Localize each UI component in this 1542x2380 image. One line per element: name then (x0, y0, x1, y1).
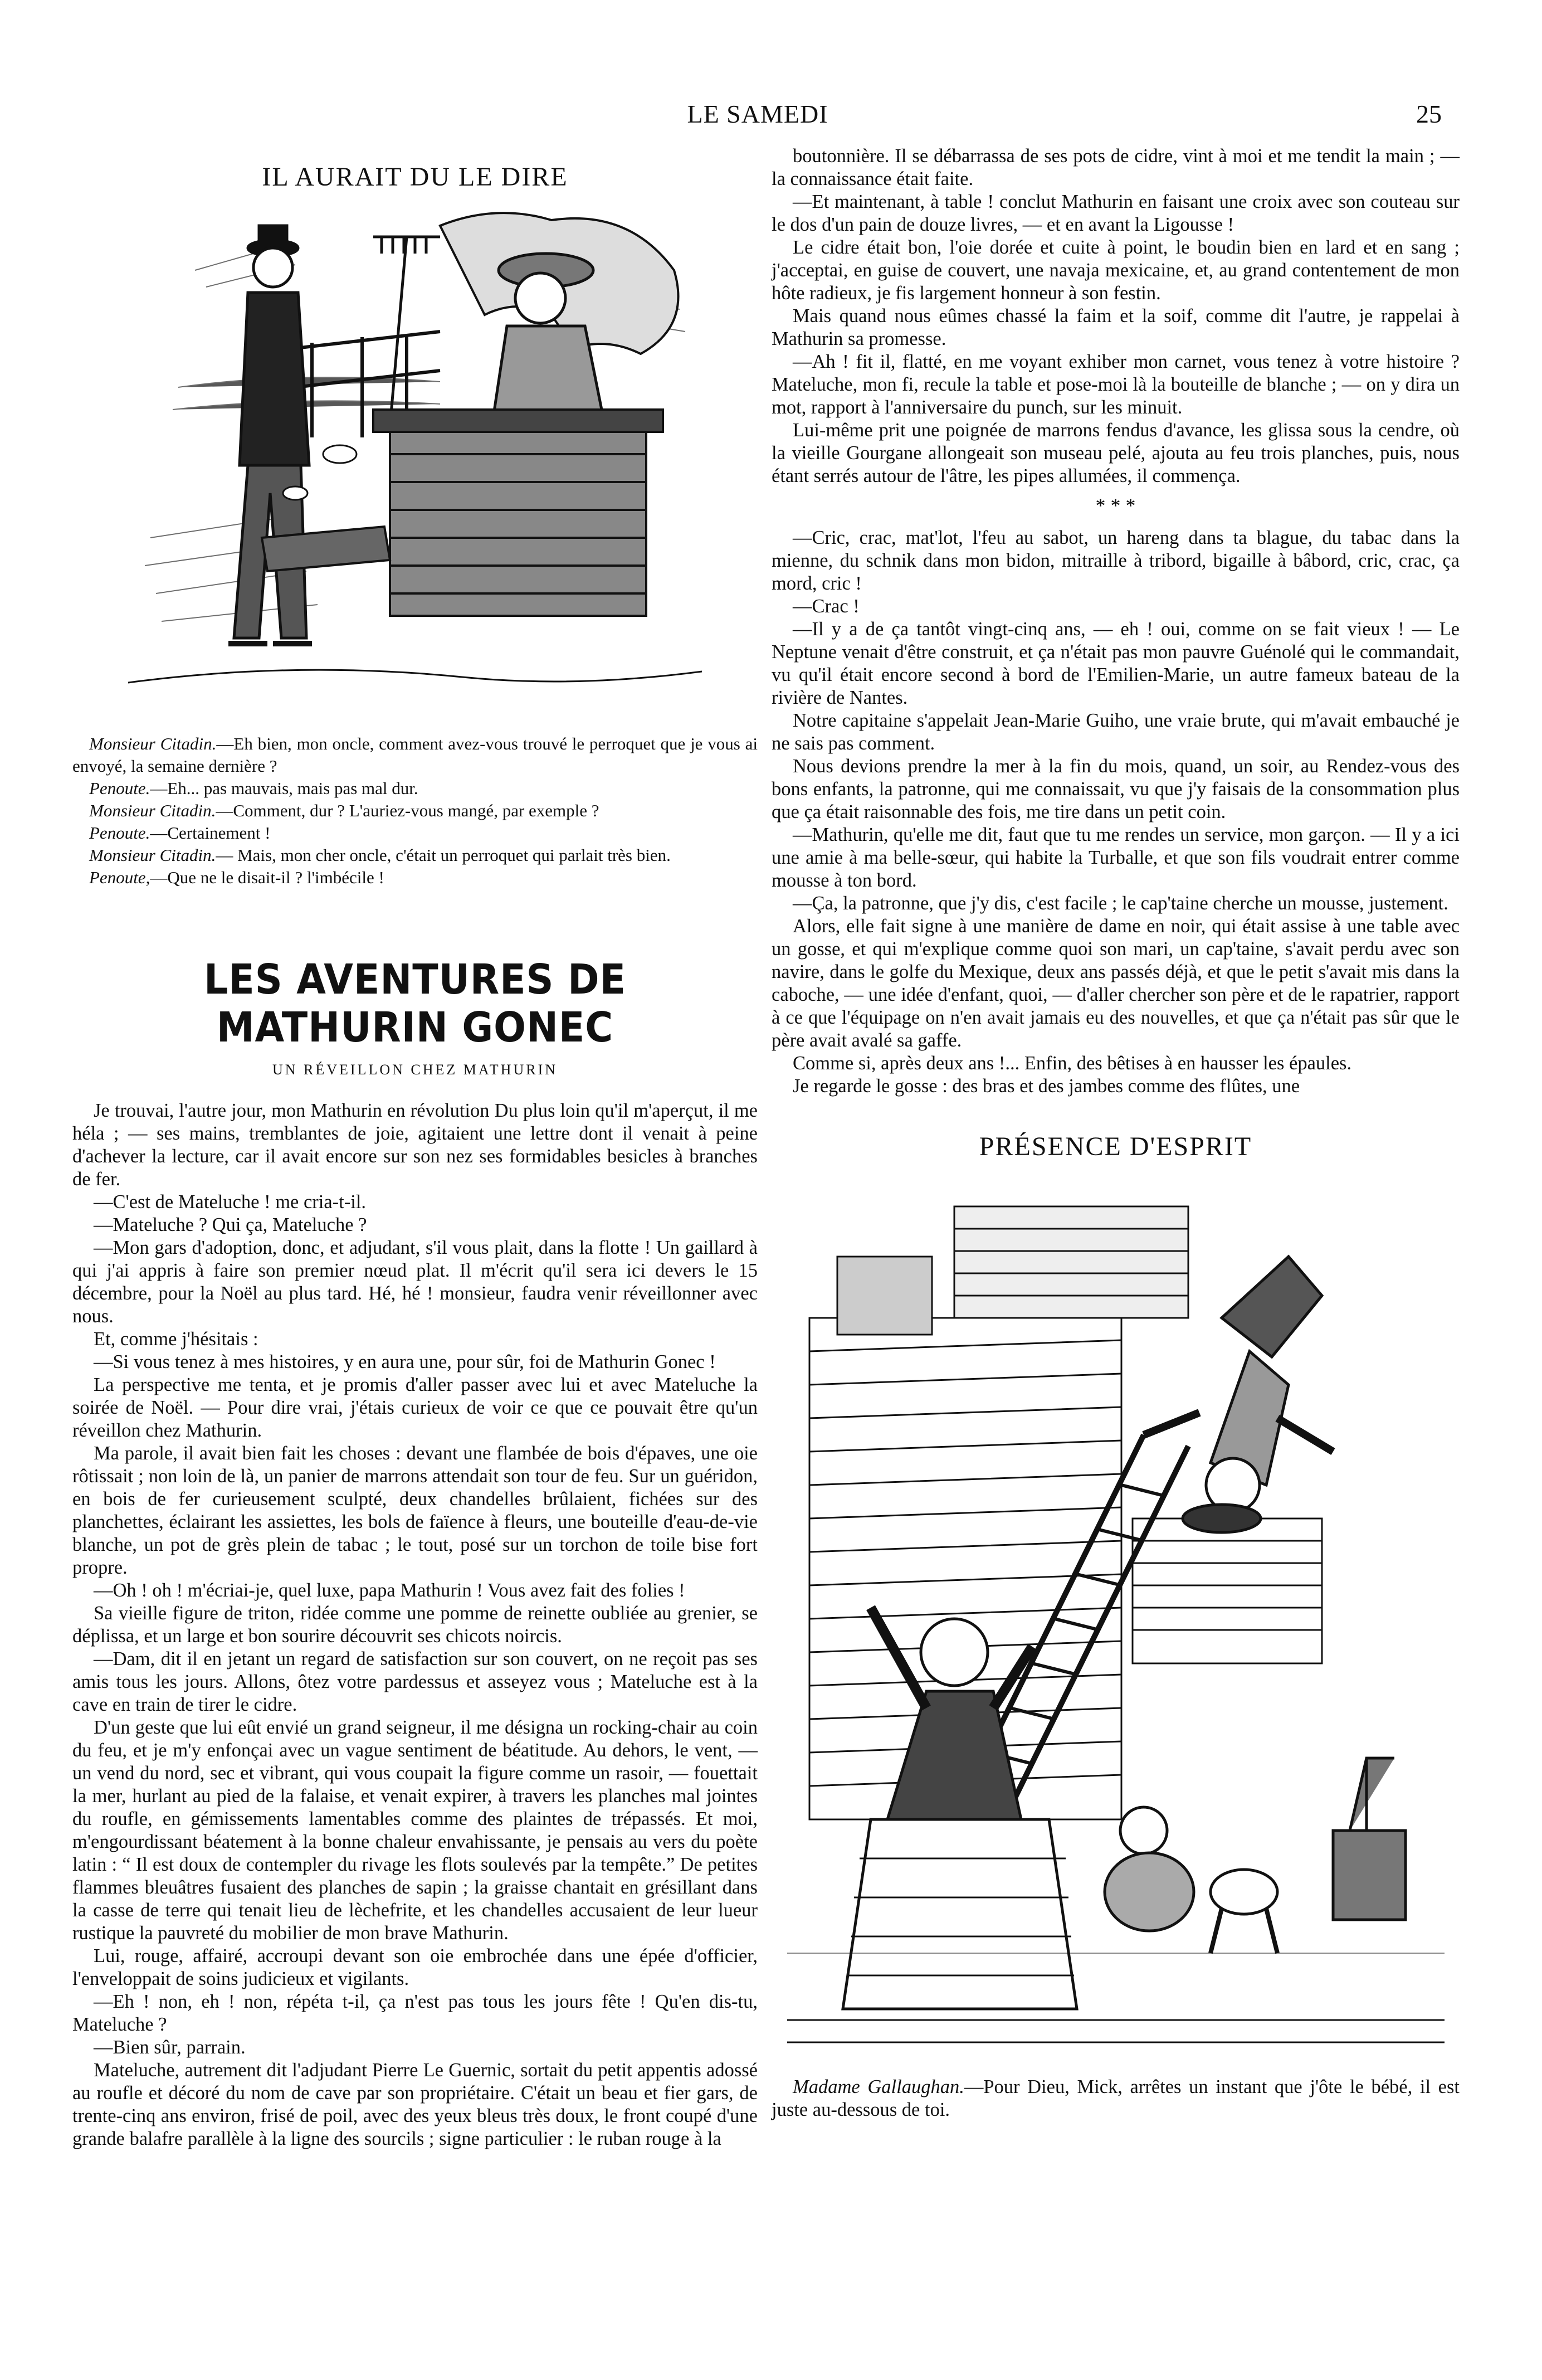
caption-text: —Eh... pas mauvais, mais pas mal dur. (150, 778, 418, 798)
paragraph: Mateluche, autrement dit l'adjudant Pierre Le Guernic, sortait du petit appentis adossé au roufle et décoré du nom de cave par son propriétaire. C'était un beau et fier gars, de trente-cinq ans environ, frisé de poil, avec des yeux bleus très doux, le front coupé d'une grande balafre parallèle à la ligne des sourcils ; signe particulier : le ruban rouge à la (72, 2060, 758, 2149)
caption-line (72, 844, 758, 867)
paragraph: Je regarde le gosse : des bras et des jambes comme des flûtes, une (793, 1075, 1300, 1097)
paragraph: Je trouvai, l'autre jour, mon Mathurin en révolution Du plus loin qu'il m'aperçut, il me héla ; — ses mains, tremblantes de joie, agitaient une lettre dont il venait à peine d'achever la lecture, car il avait encore sur son nez ses formidables besicles à branches de fer. (72, 1100, 758, 1190)
caption-speaker: Monsieur Citadin. (89, 845, 216, 865)
paragraph: —Cric, crac, mat'lot, l'feu au sabot, un hareng dans ta blague, du tabac dans la mienne, du schnik dans mon bidon, mitraille à tribord, bigaille à bâbord, cric, crac, ça mord, cric ! (772, 527, 1460, 594)
left-column (72, 145, 758, 2150)
caption-line (72, 800, 758, 822)
paragraph: Alors, elle fait signe à une manière de dame en noir, qui était assise à une table avec un gosse, et qui m'explique comme quoi son mari, un cap'taine, s'avait perdu avec son navire, dans le golfe du Mexique, deux ans passés déjà, et que le petit s'avait mis dans la caboche, — une idée d'enfant, quoi, — d'aller chercher son père et de le rapatrier, rapport à ce que l'équipage on n'en avait jamais eu des nouvelles, et que ça n'était pas sûr que le père avait avalé sa gaffe. (772, 916, 1460, 1051)
paragraph: Notre capitaine s'appelait Jean-Marie Guiho, une vraie brute, qui m'avait embauché je ne sais pas comment. (772, 710, 1460, 754)
caption-text: —Pour Dieu, Mick, arrêtes un instant que j'ôte le bébé, il est juste au-dessous de toi. (772, 2076, 1460, 2120)
caption-speaker: Penoute. (89, 823, 150, 843)
cartoon2-title: PRÉSENCE D'ESPRIT (979, 1132, 1252, 1161)
caption-speaker: Madame Gallaughan. (793, 2076, 964, 2097)
paragraph: —C'est de Mateluche ! me cria-t-il. (94, 1191, 367, 1213)
story-subtitle: UN RÉVEILLON CHEZ MATHURIN (272, 1062, 558, 1078)
caption-line (72, 733, 758, 777)
paragraph: —Eh ! non, eh ! non, répéta t-il, ça n'est pas tous les jours fête ! Qu'en dis-tu, Mateluche ? (72, 1991, 758, 2035)
paragraph: —Si vous tenez à mes histoires, y en aura une, pour sûr, foi de Mathurin Gonec ! (94, 1351, 716, 1372)
paragraph: Sa vieille figure de triton, ridée comme une pomme de reinette oubliée au grenier, se déplissa, et un large et bon sourire découvrit ses chicots noircis. (72, 1603, 758, 1647)
paragraph: D'un geste que lui eût envié un grand seigneur, il me désigna un rocking-chair au coin du feu, et je m'y enfonçai avec un vague sentiment de béatitude. Au dehors, le vent, — un vend du nord, sec et vibrant, qui vous coupait la figure comme un rasoir, — fouettait la mer, hurlant au pied de la falaise, et venait expirer, à travers les planches mal jointes du roufle, en gémissements lamentables comme des plaintes de trépassés. Et moi, m'engourdissant béatement à la bonne chaleur envahissante, je pensais au vers du poète latin : “ Il est doux de contempler du rivage les flots soulevés par la tempête.” De petites flammes bleuâtres fusaient des planches de sapin ; la graisse chantait en grésillant dans la casse de terre qui tenait lieu de lèchefrite, et les chandelles accusaient de leur lueur rustique la pauvreté du mobilier de mon brave Mathurin. (72, 1717, 758, 1944)
paragraph: —Oh ! oh ! m'écriai-je, quel luxe, papa Mathurin ! Vous avez fait des folies ! (94, 1580, 685, 1601)
caption-text: —Certainement ! (150, 823, 271, 843)
paragraph: boutonnière. Il se débarrassa de ses pots de cidre, vint à moi et me tendit la main ; — la connaissance était faite. (772, 145, 1460, 189)
caption-line (72, 867, 758, 889)
story-title: LES AVENTURES DE MATHURIN GONEC (204, 956, 626, 1052)
paragraph: —Et maintenant, à table ! conclut Mathurin en faisant une croix avec son couteau sur le dos d'un pain de douze livres, — et en avant la Ligousse ! (772, 191, 1460, 235)
paragraph: Lui, rouge, affairé, accroupi devant son oie embrochée dans une épée d'officier, l'enveloppait de soins judicieux et vigilants. (72, 1945, 758, 1989)
paragraph: —Mateluche ? Qui ça, Mateluche ? (94, 1214, 367, 1235)
paragraph: Comme si, après deux ans !... Enfin, des bêtises à en hausser les épaules. (793, 1053, 1352, 1074)
paragraph: —Crac ! (793, 596, 860, 617)
cartoon2-illustration (787, 1173, 1445, 2076)
paragraph: —Mathurin, qu'elle me dit, faut que tu me rendes un service, mon garçon. — Il y a ici une amie à ma belle-sœur, qui habite la Turballe, et que son fils voudrait entrer comme mousse à ton bord. (772, 824, 1460, 891)
newspaper-title: LE SAMEDI (687, 100, 828, 128)
paragraph: Ma parole, il avait bien fait les choses : devant une flambée de bois d'épaves, une oie rôtissait ; non loin de là, un panier de marrons attendait son tour de feu. Sur un guéridon, en bois de fer curieusement sculpté, deux chandelles brûlaient, fichées sur des planchettes, éclairant les assiettes, les bols de faïence à fleurs, une bouteille d'eau-de-vie blanche, un pot de grès plein de tabac ; le tout, posé sur un torchon de toile bise fort propre. (72, 1443, 758, 1578)
caption-text: —Comment, dur ? L'auriez-vous mangé, par exemple ? (216, 801, 599, 820)
cartoon-title: IL AURAIT DU LE DIRE (262, 162, 568, 192)
paragraph: Le cidre était bon, l'oie dorée et cuite à point, le boudin bien en lard et en sang ; j'acceptai, en guise de couvert, une navaja mexicaine, et, au grand contentement de mon hôte radieux, je fis largement honneur à son festin. (772, 237, 1460, 304)
paragraph: —Ça, la patronne, que j'y dis, c'est facile ; le cap'taine cherche un mousse, justement. (793, 893, 1448, 914)
paragraph: Mais quand nous eûmes chassé la faim et la soif, comme dit l'autre, je rappelai à Mathurin sa promesse. (772, 305, 1460, 349)
paragraph: —Ah ! fit il, flatté, en me voyant exhiber mon carnet, vous tenez à votre histoire ? Mateluche, mon fi, recule la table et pose-moi là la bouteille de blanche ; — on y dira un mot, rapport à l'anniversaire du punch, sur les minuit. (772, 351, 1460, 418)
paragraph: Et, comme j'hésitais : (94, 1328, 258, 1350)
caption-text: —Eh bien, mon oncle, comment avez-vous trouvé le perroquet que je vous ai envoyé, la semaine dernière ? (72, 734, 758, 776)
paragraph: —Dam, dit il en jetant un regard de satisfaction sur son couvert, on ne reçoit pas ses amis tous les jours. Allons, ôtez votre pardessus et asseyez vous ; Mateluche est à la cave en train de tirer le cidre. (72, 1648, 758, 1715)
paragraph: La perspective me tenta, et je promis d'aller passer avec lui et avec Mateluche la soirée de Noël. — Pour dire vrai, j'étais curieux de voir ce que ce pouvait être qu'un réveillon chez Mathurin. (72, 1374, 758, 1441)
caption-line (72, 777, 758, 800)
paragraph: —Mon gars d'adoption, donc, et adjudant, s'il vous plait, dans la flotte ! Un gaillard à qui j'ai appris à faire son premier nœud plat. Il m'écrit qu'il sera ici devers le 15 décembre, pour la Noël au plus tard. Hé, hé ! monsieur, faudra venir réveillonner avec nous. (72, 1237, 758, 1327)
caption-speaker: Monsieur Citadin. (89, 734, 217, 753)
paragraph: —Bien sûr, parrain. (94, 2037, 246, 2058)
paragraph: Lui-même prit une poignée de marrons fendus d'avance, les glissa sous la cendre, où la vieille Gourgane allongeait son museau pelé, ajouta au feu trois planches, puis, nous étant serrés autour de l'âtre, les pipes allumées, il commença. (772, 420, 1460, 486)
cartoon-caption (72, 733, 758, 889)
paragraph: —Il y a de ça tantôt vingt-cinq ans, — eh ! oui, comme on se fait vieux ! — Le Neptune venait d'être construit, et ça n'était pas mon pauvre Guénolé qui le commandait, vu qu'il était encore second à bord de l'Emilien-Marie, un autre fameux bateau de la rivière de Nantes. (772, 619, 1460, 708)
page-number: 25 (1416, 100, 1442, 128)
caption-text: —Que ne le disait-il ? l'imbécile ! (150, 868, 384, 887)
paragraph: Nous devions prendre la mer à la fin du mois, quand, un soir, au Rendez-vous des bons enfants, la patronne, qui me connaissait, vu que j'y faisais de la consommation plus que ça était raisonnable des fois, me tire dans un petit coin. (772, 756, 1460, 822)
caption-speaker: Monsieur Citadin. (89, 801, 216, 820)
section-separator: * * * (1095, 494, 1136, 517)
caption-speaker: Penoute, (89, 868, 150, 887)
caption-speaker: Penoute. (89, 778, 150, 798)
caption-text: — Mais, mon cher oncle, c'était un perroquet qui parlait très bien. (216, 845, 671, 865)
story-body-left (72, 1099, 758, 2150)
caption-line (72, 822, 758, 844)
cartoon-illustration (128, 203, 702, 722)
right-column (772, 145, 1460, 2121)
cartoon2-caption (772, 2076, 1460, 2121)
